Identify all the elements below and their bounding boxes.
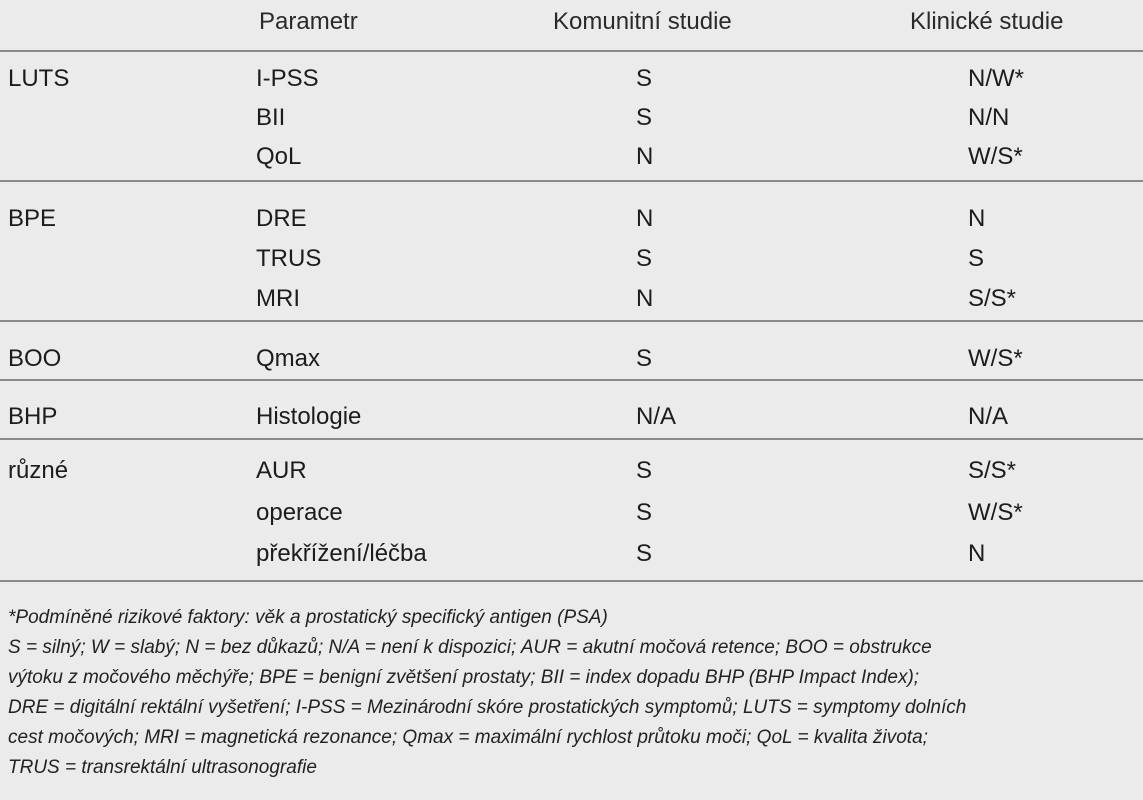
community-cell: N [636,143,654,170]
category-cell: LUTS [8,65,70,92]
community-cell: S [636,345,653,372]
community-cell: S [636,245,653,272]
table-row [0,201,1143,237]
table-footnotes [8,603,1136,783]
clinical-cell: W/S* [968,143,1023,170]
community-cell: S [636,540,653,567]
table-row [0,139,1143,175]
category-cell: BPE [8,205,57,232]
footnote-line: TRUS = transrektální ultrasonografie [8,757,317,778]
table-group-bhp [0,381,1143,440]
community-cell: N/A [636,403,677,430]
clinical-cell: S/S* [968,285,1017,312]
clinical-cell: N/W* [968,65,1024,92]
table-row [0,100,1143,136]
header-parametr: Parametr [259,8,358,35]
category-cell: BOO [8,345,62,372]
header-klinicke-studie: Klinické studie [910,8,1064,35]
community-cell: N [636,205,654,232]
clinical-cell: N [968,205,986,232]
clinical-cell: S [968,245,985,272]
parameter-cell: Histologie [256,403,362,430]
category-cell: BHP [8,403,58,430]
footnote-line: *Podmíněné rizikové faktory: věk a prostatický specifický antigen (PSA) [8,607,608,628]
community-cell: S [636,499,653,526]
parameter-cell: MRI [256,285,300,312]
parameter-cell: Qmax [256,345,321,372]
table-group-ruzne [0,440,1143,582]
clinical-cell: S/S* [968,457,1017,484]
table-row [0,281,1143,317]
header-komunitni-studie: Komunitní studie [553,8,732,35]
parameter-cell: překřížení/léčba [256,540,427,567]
parameter-cell: operace [256,499,343,526]
footnote-line: DRE = digitální rektální vyšetření; I-PSS = Mezinárodní skóre prostatických symptomů; LUTS = symptomy dolních [8,697,967,718]
clinical-cell: N/A [968,403,1009,430]
parameter-cell: TRUS [256,245,322,272]
table-row [0,241,1143,277]
table-row [0,453,1143,489]
table-header [0,0,1143,52]
table-row [0,61,1143,97]
table-row [0,536,1143,572]
footnote-line: výtoku z močového měchýře; BPE = benigní zvětšení prostaty; BII = index dopadu BHP (BHP Impact Index); [8,667,920,688]
parameter-cell: BII [256,104,286,131]
footnote-line: cest močových; MRI = magnetická rezonance; Qmax = maximální rychlost průtoku moči; QoL = kvalita života; [8,727,928,748]
community-cell: N [636,285,654,312]
community-cell: S [636,104,653,131]
table-row [0,495,1143,531]
community-cell: S [636,457,653,484]
parameter-cell: DRE [256,205,307,232]
community-cell: S [636,65,653,92]
category-cell: různé [8,457,69,484]
clinical-cell: W/S* [968,499,1023,526]
parameter-cell: QoL [256,143,302,170]
table-group-luts [0,52,1143,182]
table-group-boo [0,322,1143,381]
clinical-cell: N/N [968,104,1010,131]
clinical-cell: W/S* [968,345,1023,372]
table-row [0,399,1143,435]
parameter-cell: I-PSS [256,65,319,92]
clinical-cell: N [968,540,986,567]
table-group-bpe [0,182,1143,322]
footnote-line: S = silný; W = slabý; N = bez důkazů; N/A = není k dispozici; AUR = akutní močová retence; BOO = obstrukce [8,637,932,658]
parameter-cell: AUR [256,457,307,484]
table-row [0,341,1143,377]
